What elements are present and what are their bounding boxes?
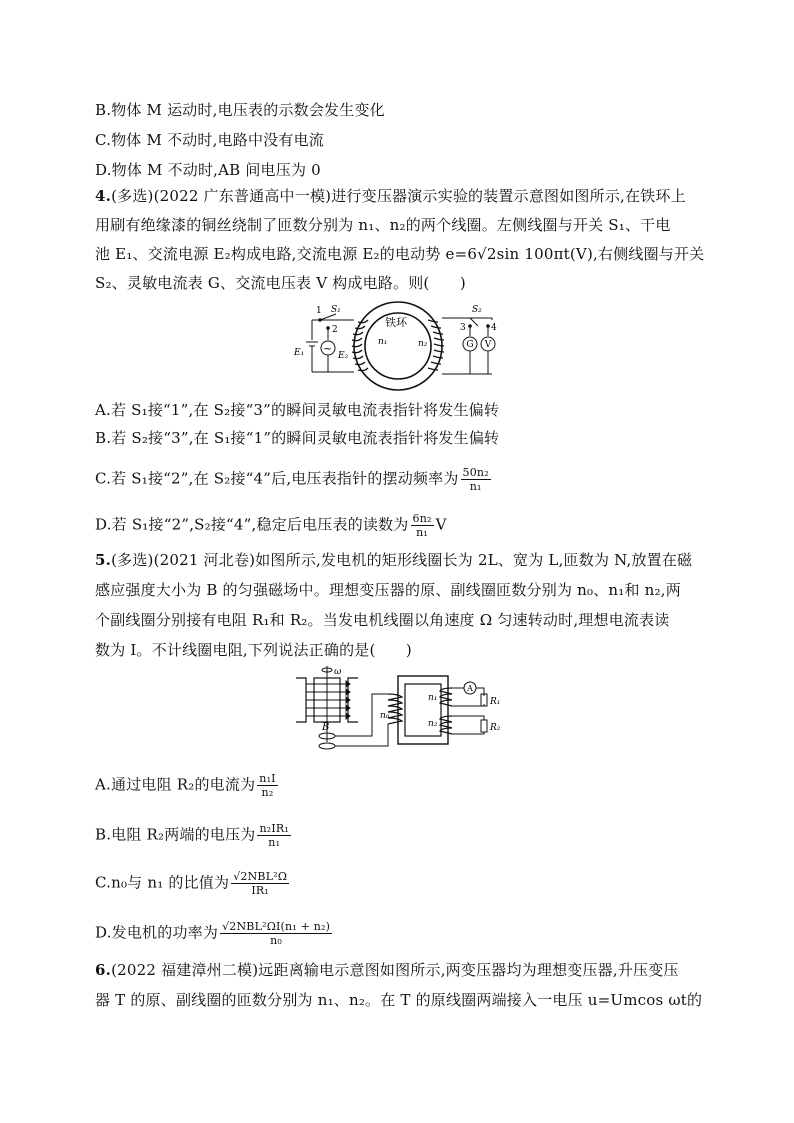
q5-option-c-text: C.n₀与 n₁ 的比值为 xyxy=(95,873,230,892)
q3-option-d: D.物体 M 不动时,AB 间电压为 0 xyxy=(95,161,321,179)
coil-n1-secondary xyxy=(440,688,452,706)
q5-stem-text1: (多选)(2021 河北卷)如图所示,发电机的矩形线圈长为 2L、宽为 L,匝数为 N,放置在磁 xyxy=(111,551,693,569)
ring-label: 铁环 xyxy=(385,316,407,329)
q4-option-c-denominator: n₁ xyxy=(469,480,482,493)
magnetic-field-lines xyxy=(306,681,350,719)
q5-option-d-text: D.发电机的功率为 xyxy=(95,923,219,942)
s1-label: S₁ xyxy=(331,305,341,315)
q4-stem-line2: 用刷有绝缘漆的铜丝绕制了匝数分别为 n₁、n₂的两个线圈。左侧线圈与开关 S₁、干电 xyxy=(95,216,671,234)
omega-label: ω xyxy=(334,667,342,677)
q4-stem-line1 xyxy=(95,186,686,206)
q5-option-a-denominator: n₂ xyxy=(261,786,274,799)
q5-stem-line2: 感应强度大小为 B 的匀强磁场中。理想变压器的原、副线圈匝数分别为 n₀、n₁和 n₂,两 xyxy=(95,581,681,599)
ammeter-label: A xyxy=(467,684,473,693)
q5-option-d-denominator: n₀ xyxy=(270,934,283,947)
q4-stem-text1: (多选)(2022 广东普通高中一模)进行变压器演示实验的装置示意图如图所示,在铁环上 xyxy=(111,187,686,205)
q5-option-b xyxy=(95,822,293,849)
q5-option-c xyxy=(95,870,291,897)
q4-stem-line3: 池 E₁、交流电源 E₂构成电路,交流电源 E₂的电动势 e=6√2sin 100πt(V),右侧线圈与开关 xyxy=(95,245,705,263)
q4-number: 4. xyxy=(95,187,112,205)
q6-stem-line2: 器 T 的原、副线圈的匝数分别为 n₁、n₂。在 T 的原线圈两端接入一电压 u=Umcos ωt的 xyxy=(95,991,703,1009)
q4-option-c-numerator: 50n₂ xyxy=(462,466,489,479)
r1-label: R₁ xyxy=(490,697,501,707)
q5-option-c-denominator: IR₁ xyxy=(251,884,269,897)
field-b-label: B xyxy=(322,722,330,733)
q5-option-d-numerator: √2NBL²ΩI(n₁ + n₂) xyxy=(222,920,331,933)
n2-label: n₂ xyxy=(418,339,428,349)
terminal-4-dot xyxy=(486,324,490,328)
n1-secondary-label: n₁ xyxy=(428,693,438,703)
q5-option-d-fraction xyxy=(220,920,332,947)
q5-option-c-numerator: √2NBL²Ω xyxy=(233,870,288,883)
n2-secondary-label: n₂ xyxy=(428,719,438,729)
voltmeter-icon: V xyxy=(484,340,492,350)
resistor-r2 xyxy=(481,720,487,732)
q6-number: 6. xyxy=(95,961,112,979)
q4-option-d-numerator: 6n₂ xyxy=(412,512,432,525)
e1-label: E₁ xyxy=(294,348,305,358)
terminal-1-dot xyxy=(318,318,322,322)
s2-label: S₂ xyxy=(472,305,482,315)
q4-option-c-text: C.若 S₁接“2”,在 S₂接“4”后,电压表指针的摆动频率为 xyxy=(95,469,459,488)
q4-option-d-text: D.若 S₁接“2”,S₂接“4”,稳定后电压表的读数为 xyxy=(95,515,409,534)
q5-option-a-fraction xyxy=(257,772,277,799)
q3-option-c: C.物体 M 不动时,电路中没有电流 xyxy=(95,131,324,149)
q6-stem-text1: (2022 福建漳州二模)远距离输电示意图如图所示,两变压器均为理想变压器,升压变压 xyxy=(111,961,679,979)
q5-stem-line4: 数为 I。不计线圈电阻,下列说法正确的是( ) xyxy=(95,641,412,659)
q4-option-d-denominator: n₁ xyxy=(416,526,429,539)
e2-label: E₂ xyxy=(338,351,349,361)
q4-option-d xyxy=(95,512,447,539)
q5-number: 5. xyxy=(95,551,112,569)
r2-label: R₂ xyxy=(490,723,501,733)
coil-n2-secondary xyxy=(440,716,452,734)
q5-stem-line1 xyxy=(95,550,692,570)
q5-option-a-numerator: n₁I xyxy=(259,772,276,785)
secondary-circuits xyxy=(452,688,484,734)
q4-stem-line4: S₂、灵敏电流表 G、交流电压表 V 构成电路。则( ) xyxy=(95,274,466,292)
q6-stem-line1 xyxy=(95,960,679,980)
galvanometer-icon: G xyxy=(466,340,474,350)
terminal-3-label: 3 xyxy=(460,323,466,333)
slip-ring-2 xyxy=(319,743,335,749)
q4-option-c xyxy=(95,466,493,493)
terminal-3-dot xyxy=(468,324,472,328)
q5-option-c-fraction xyxy=(231,870,289,897)
q5-option-a-text: A.通过电阻 R₂的电流为 xyxy=(95,775,256,794)
q4-option-a: A.若 S₁接“1”,在 S₂接“3”的瞬间灵敏电流表指针将发生偏转 xyxy=(95,401,500,419)
terminal-2-label: 2 xyxy=(332,325,338,335)
q4-option-c-fraction xyxy=(461,466,491,493)
q4-option-d-fraction xyxy=(411,512,434,539)
q5-stem-line3: 个副线圈分别接有电阻 R₁和 R₂。当发电机线圈以角速度 Ω 匀速转动时,理想电流表读 xyxy=(95,611,670,629)
q5-option-b-denominator: n₁ xyxy=(268,836,281,849)
q5-generator-figure xyxy=(292,662,504,758)
q3-option-b: B.物体 M 运动时,电压表的示数会发生变化 xyxy=(95,101,385,119)
q5-option-b-numerator: n₂IR₁ xyxy=(259,822,289,835)
q5-option-a xyxy=(95,772,280,799)
terminal-4-label: 4 xyxy=(491,323,497,333)
ac-source-icon: ~ xyxy=(323,342,333,355)
terminal-1-label: 1 xyxy=(316,306,322,316)
q4-option-d-unit: V xyxy=(435,515,447,534)
terminal-2-dot xyxy=(326,326,330,330)
n1-label: n₁ xyxy=(378,337,388,347)
n0-label: n₀ xyxy=(380,711,390,721)
q4-option-b: B.若 S₂接“3”,在 S₁接“1”的瞬间灵敏电流表指针将发生偏转 xyxy=(95,429,500,447)
q5-option-b-text: B.电阻 R₂两端的电压为 xyxy=(95,825,256,844)
coil-n0 xyxy=(388,694,402,724)
q4-transformer-figure xyxy=(292,300,504,394)
q5-option-d xyxy=(95,920,334,947)
q5-option-b-fraction xyxy=(257,822,291,849)
